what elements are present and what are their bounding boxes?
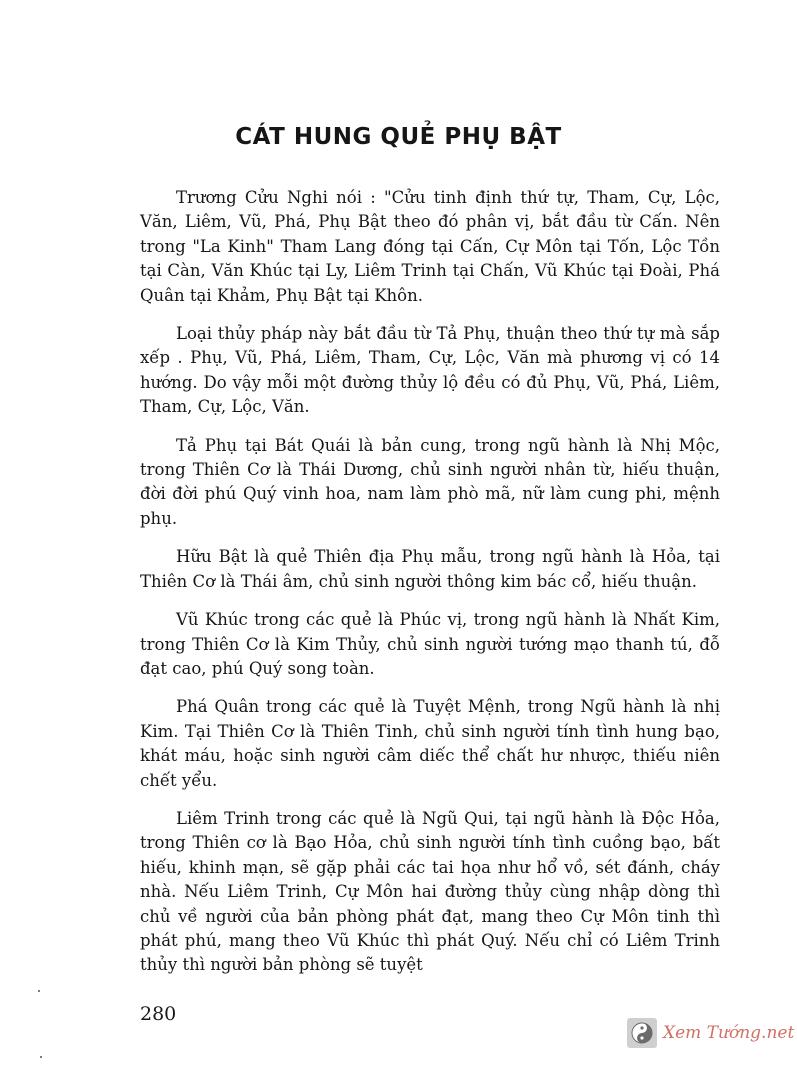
paragraph-7: Liêm Trinh trong các quẻ là Ngũ Qui, tại ngũ hành là Độc Hỏa, trong Thiên cơ là Bạo Hỏa, chủ sinh người tính tình cuồng bạo, bất hiếu, khinh mạn, sẽ gặp phải các tai họa như hổ vồ, sét đánh, cháy nhà. Nếu Liêm Trinh, Cự Môn hai đường thủy cùng nhập dòng thì chủ về người của bản phòng phát đạt, mang theo Cự Môn tinh thì phát phú, mang theo Vũ Khúc thì phát Quý. Nếu chỉ có Liêm Trinh thủy thì người bản phòng sẽ tuyệt [140,808,720,975]
paragraph-5: Vũ Khúc trong các quẻ là Phúc vị, trong ngũ hành là Nhất Kim, trong Thiên Cơ là Kim Thủy, chủ sinh người tướng mạo thanh tú, đỗ đạt cao, phú Quý song toàn. [140,610,720,678]
page-number: 280 [140,1003,177,1025]
page-title: CÁT HUNG QUẺ PHỤ BẬT [235,124,562,150]
paragraph-6: Phá Quân trong các quẻ là Tuyệt Mệnh, trong Ngũ hành là nhị Kim. Tại Thiên Cơ là Thiên Tinh, chủ sinh người tính tình hung bạo, khát máu, hoặc sinh người câm diếc thể chất hư nhược, thiếu niên chết yểu. [140,697,720,790]
body-text [140,186,720,992]
yin-yang-icon [627,1018,657,1048]
paragraph-3: Tả Phụ tại Bát Quái là bản cung, trong ngũ hành là Nhị Mộc, trong Thiên Cơ là Thái Dương, chủ sinh người nhân từ, hiếu thuận, đời đời phú Quý vinh hoa, nam làm phò mã, nữ làm cung phi, mệnh phụ. [140,435,720,528]
watermark [627,1018,794,1048]
paragraph-4: Hữu Bật là quẻ Thiên địa Phụ mẫu, trong ngũ hành là Hỏa, tại Thiên Cơ là Thái âm, chủ sinh người thông kim bác cổ, hiếu thuận. [140,547,720,591]
watermark-text: Xem Tướng.net [663,1023,795,1043]
scan-speck [38,990,40,992]
scan-speck [40,1056,42,1058]
paragraph-1: Trương Cửu Nghi nói : "Cửu tinh định thứ tự, Tham, Cự, Lộc, Văn, Liêm, Vũ, Phá, Phụ Bật theo đó phân vị, bắt đầu từ Cấn. Nên trong "La Kinh" Tham Lang đóng tại Cấn, Cự Môn tại Tốn, Lộc Tồn tại Càn, Văn Khúc tại Ly, Liêm Trinh tại Chấn, Vũ Khúc tại Đoài, Phá Quân tại Khảm, Phụ Bật tại Khôn. [140,188,720,305]
paragraph-2: Loại thủy pháp này bắt đầu từ Tả Phụ, thuận theo thứ tự mà sắp xếp . Phụ, Vũ, Phá, Liêm, Tham, Cự, Lộc, Văn mà phương vị có 14 hướng. Do vậy mỗi một đường thủy lộ đều có đủ Phụ, Vũ, Phá, Liêm, Tham, Cự, Lộc, Văn. [140,324,720,417]
